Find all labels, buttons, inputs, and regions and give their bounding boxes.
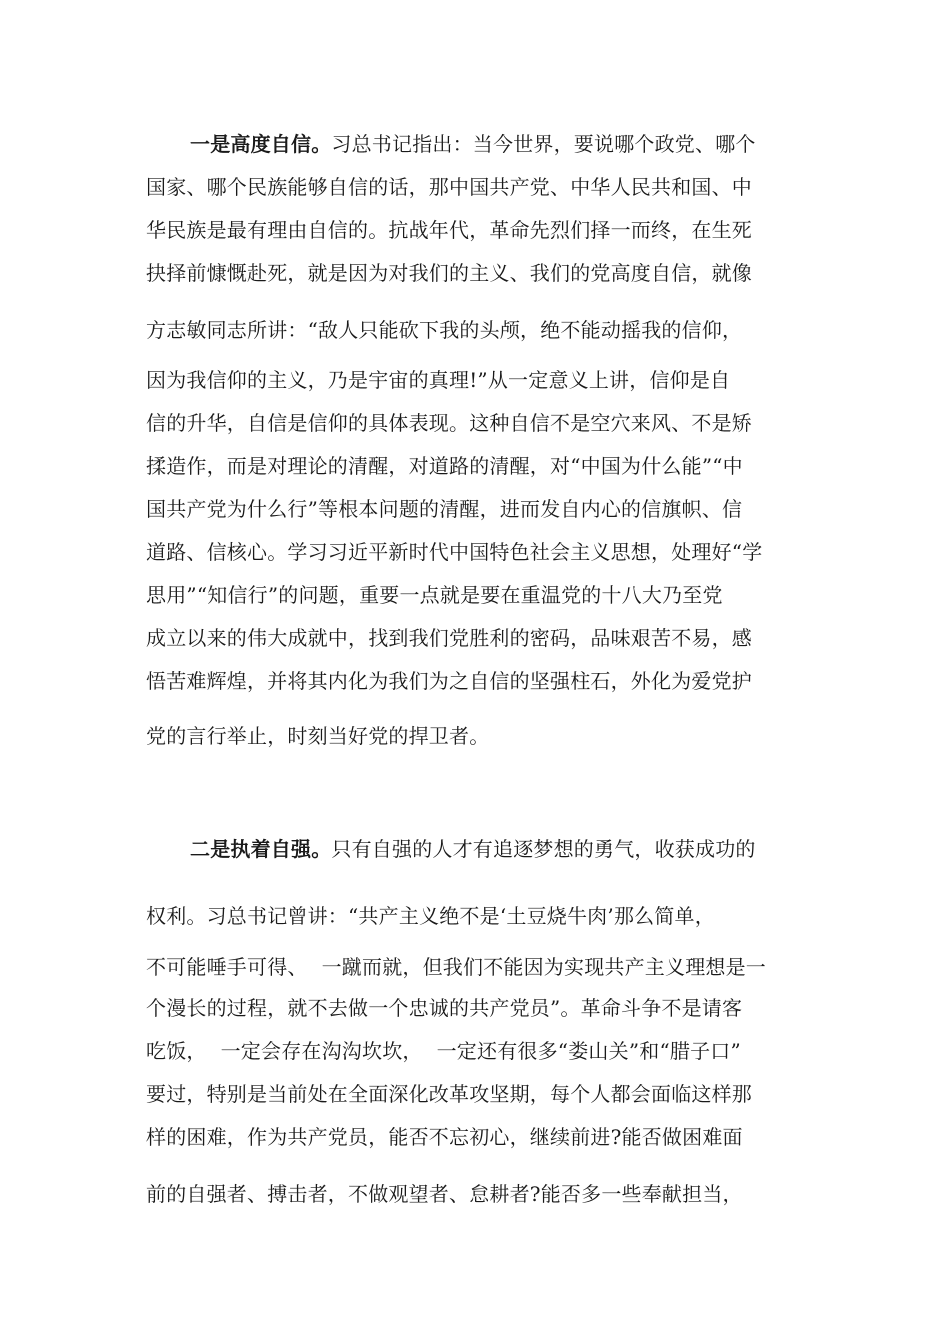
paragraph1-line-5: 方志敏同志所讲：“敌人只能砍下我的头颅，绝不能动摇我的信仰，: [146, 318, 743, 342]
paragraph2-line-6: 要过，特别是当前处在全面深化改革攻坚期，每个人都会面临这样那: [146, 1082, 752, 1106]
paragraph2-text: 只有自强的人才有追逐梦想的勇气，收获成功的: [331, 837, 756, 861]
paragraph2-line-5-part-3: 一定还有很多“娄山关”和“腊子口”: [436, 1039, 741, 1063]
paragraph2-line-3: [146, 953, 766, 981]
paragraph1-line-9: 国共产党为什么行”等根本问题的清醒，进而发自内心的信旗帜、信: [146, 497, 743, 521]
paragraph2-line-3-part-1: 不可能唾手可得、: [146, 955, 308, 979]
paragraph1-line-13: 悟苦难辉煌，并将其内化为我们为之自信的坚强柱石，外化为爱党护: [146, 669, 752, 693]
paragraph2-line-4: 个漫长的过程，就不去做一个忠诚的共产党员”。革命斗争不是请客: [146, 996, 743, 1020]
paragraph1-line-7: 信的升华，自信是信仰的具体表现。这种自信不是空穴来风、不是矫: [146, 411, 752, 435]
paragraph2-line-3-part-2: 一蹴而就，但我们不能因为实现共产主义理想是一: [321, 955, 767, 979]
paragraph1-line-12: 成立以来的伟大成就中，找到我们党胜利的密码，品味艰苦不易，感: [146, 626, 752, 650]
paragraph2-line-5: [146, 1037, 741, 1065]
paragraph2-line-1: [190, 835, 756, 863]
paragraph1-line-11: 思用”“知信行”的问题，重要一点就是要在重温党的十八大乃至党: [146, 583, 723, 607]
paragraph1-heading: 一是高度自信。: [190, 132, 332, 156]
paragraph2-line-5-part-2: 一定会存在沟沟坎坎，: [220, 1039, 423, 1063]
paragraph2-line-2: 权利。习总书记曾讲：“共产主义绝不是‘土豆烧牛肉’那么简单，: [146, 904, 715, 928]
paragraph1-line-2: 国家、哪个民族能够自信的话，那中国共产党、中华人民共和国、中: [146, 175, 752, 199]
paragraph1-line-8: 揉造作，而是对理论的清醒，对道路的清醒，对“中国为什么能”“中: [146, 454, 743, 478]
paragraph2-line-8: 前的自强者、搏击者，不做观望者、怠耕者?能否多一些奉献担当，: [146, 1182, 743, 1206]
paragraph1-line-14: 党的言行举止，时刻当好党的捍卫者。: [146, 724, 490, 748]
paragraph2-line-7: 样的困难，作为共产党员，能否不忘初心，继续前进?能否做困难面: [146, 1125, 743, 1149]
paragraph2-heading: 二是执着自强。: [190, 837, 332, 861]
paragraph1-line-3: 华民族是最有理由自信的。抗战年代，革命先烈们择一而终，在生死: [146, 218, 752, 242]
paragraph1-text: 习总书记指出：当今世界，要说哪个政党、哪个: [331, 132, 756, 156]
paragraph1-line-4: 抉择前慷慨赴死，就是因为对我们的主义、我们的党高度自信，就像: [146, 261, 752, 285]
paragraph1-line-10: 道路、信核心。学习习近平新时代中国特色社会主义思想，处理好“学: [146, 540, 763, 564]
paragraph1-line-6: 因为我信仰的主义，乃是宇宙的真理!”从一定意义上讲，信仰是自: [146, 368, 731, 392]
paragraph1-line-1: [190, 130, 756, 158]
paragraph2-line-5-part-1: 吃饭，: [146, 1039, 207, 1063]
